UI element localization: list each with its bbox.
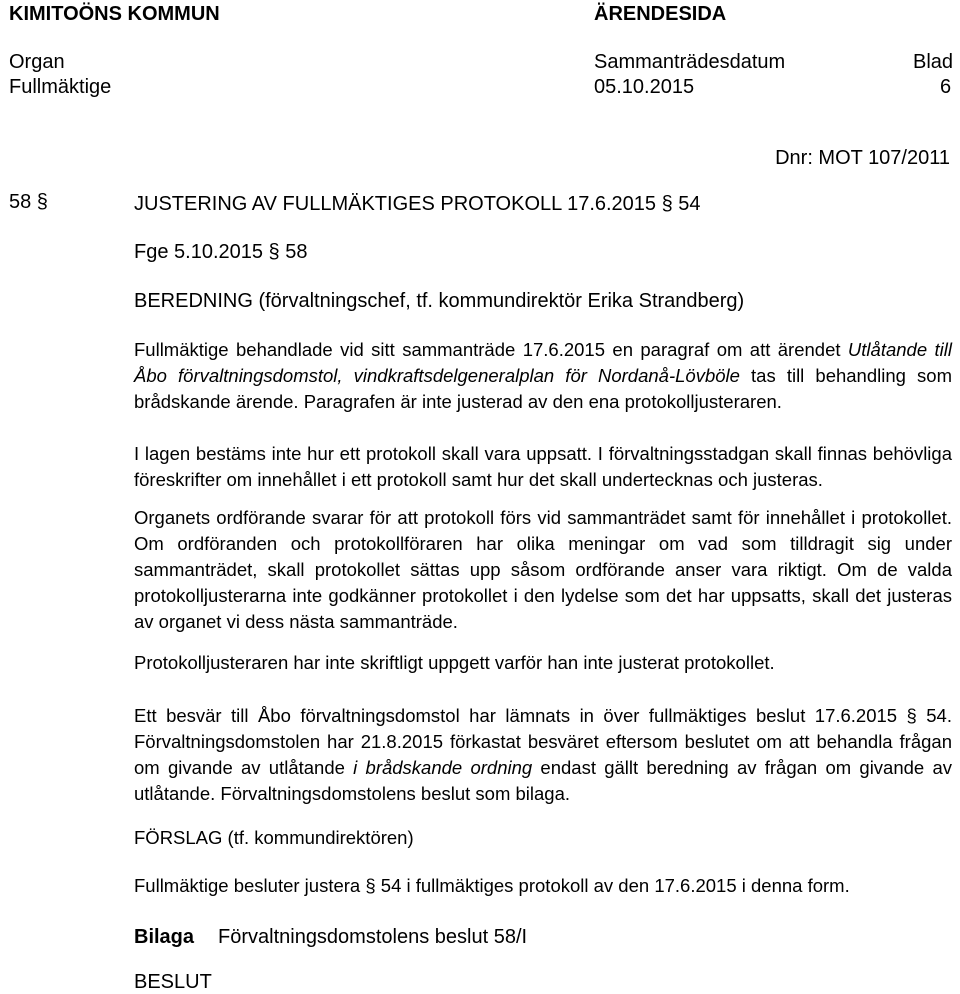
paragraph-1 (134, 337, 952, 415)
section-reference: Fge 5.10.2015 § 58 (134, 241, 308, 263)
paragraph-2: I lagen bestäms inte hur ett protokoll skall vara uppsatt. I förvaltningsstadgan skall finnas behövliga föreskrifter om innehållet i ett protokoll samt hur det skall undertecknas och justeras. (134, 443, 952, 490)
date-value: 05.10.2015 (594, 76, 695, 98)
attachment-row (134, 926, 527, 949)
proposal-heading: FÖRSLAG (tf. kommundirektören) (134, 827, 414, 848)
section-title: JUSTERING AV FULLMÄKTIGES PROTOKOLL 17.6.2015 § 54 (134, 193, 701, 215)
paragraph-5-text-a: Ett besvär till Åbo förvaltningsdomstol har lämnats in över fullmäktiges beslut 17.6.2015 § 54. Förvaltningsdomstolen har 21.8.2015 förkastat besväret eftersom beslutet om att behandla frågan om givande av utlåtande (134, 705, 952, 778)
section-number: 58 § (9, 191, 48, 213)
organ-value: Fullmäktige (9, 76, 112, 98)
diary-number: Dnr: MOT 107/2011 (775, 147, 950, 169)
page-number: 6 (940, 76, 952, 98)
paragraph-1-text-b: tas till behandling som brådskande ärende. Paragrafen är inte justerad av den ena protokolljusteraren. (134, 365, 952, 412)
preparation-heading: BEREDNING (förvaltningschef, tf. kommundirektör Erika Strandberg) (134, 290, 745, 312)
paragraph-1-italic: Utlåtande till Åbo förvaltningsdomstol, vindkraftsdelgeneralplan för Nordanå-Lövböle (134, 339, 952, 386)
attachment-value: Förvaltningsdomstolens beslut 58/I (218, 926, 528, 948)
org-name: KIMITOÖNS KOMMUN (9, 3, 220, 25)
paragraph-5-text-b: endast gällt beredning av frågan om givande av utlåtande. Förvaltningsdomstolens beslut som bilaga. (134, 757, 952, 804)
decision-heading: BESLUT (134, 971, 212, 993)
paragraph-3: Organets ordförande svarar för att protokoll förs vid sammanträdet samt för innehållet i protokollet. Om ordföranden och protokollföraren har olika meningar om vad som tilldragit sig under sammanträdet, skall protokollet sättas upp såsom ordförande anser vara riktigt. Om de valda protokolljusterarna inte godkänner protokollet i den lydelse som det har uppsatts, skall det justeras av organet vi dess nästa sammanträde. (134, 507, 952, 632)
proposal-text: Fullmäktige besluter justera § 54 i fullmäktiges protokoll av den 17.6.2015 i denna form. (134, 875, 850, 896)
attachment-label: Bilaga (134, 926, 195, 948)
paragraph-1-text-a: Fullmäktige behandlade vid sitt sammanträde 17.6.2015 en paragraf om att ärendet (134, 339, 848, 360)
paragraph-4: Protokolljusteraren har inte skriftligt uppgett varför han inte justerat protokollet. (134, 652, 775, 673)
paragraph-5-italic: i brådskande ordning (353, 757, 533, 778)
paragraph-5 (134, 703, 952, 807)
date-label: Sammanträdesdatum (594, 51, 786, 73)
organ-label: Organ (9, 51, 65, 73)
page-label: Blad (913, 51, 954, 73)
doc-type: ÄRENDESIDA (594, 3, 727, 25)
